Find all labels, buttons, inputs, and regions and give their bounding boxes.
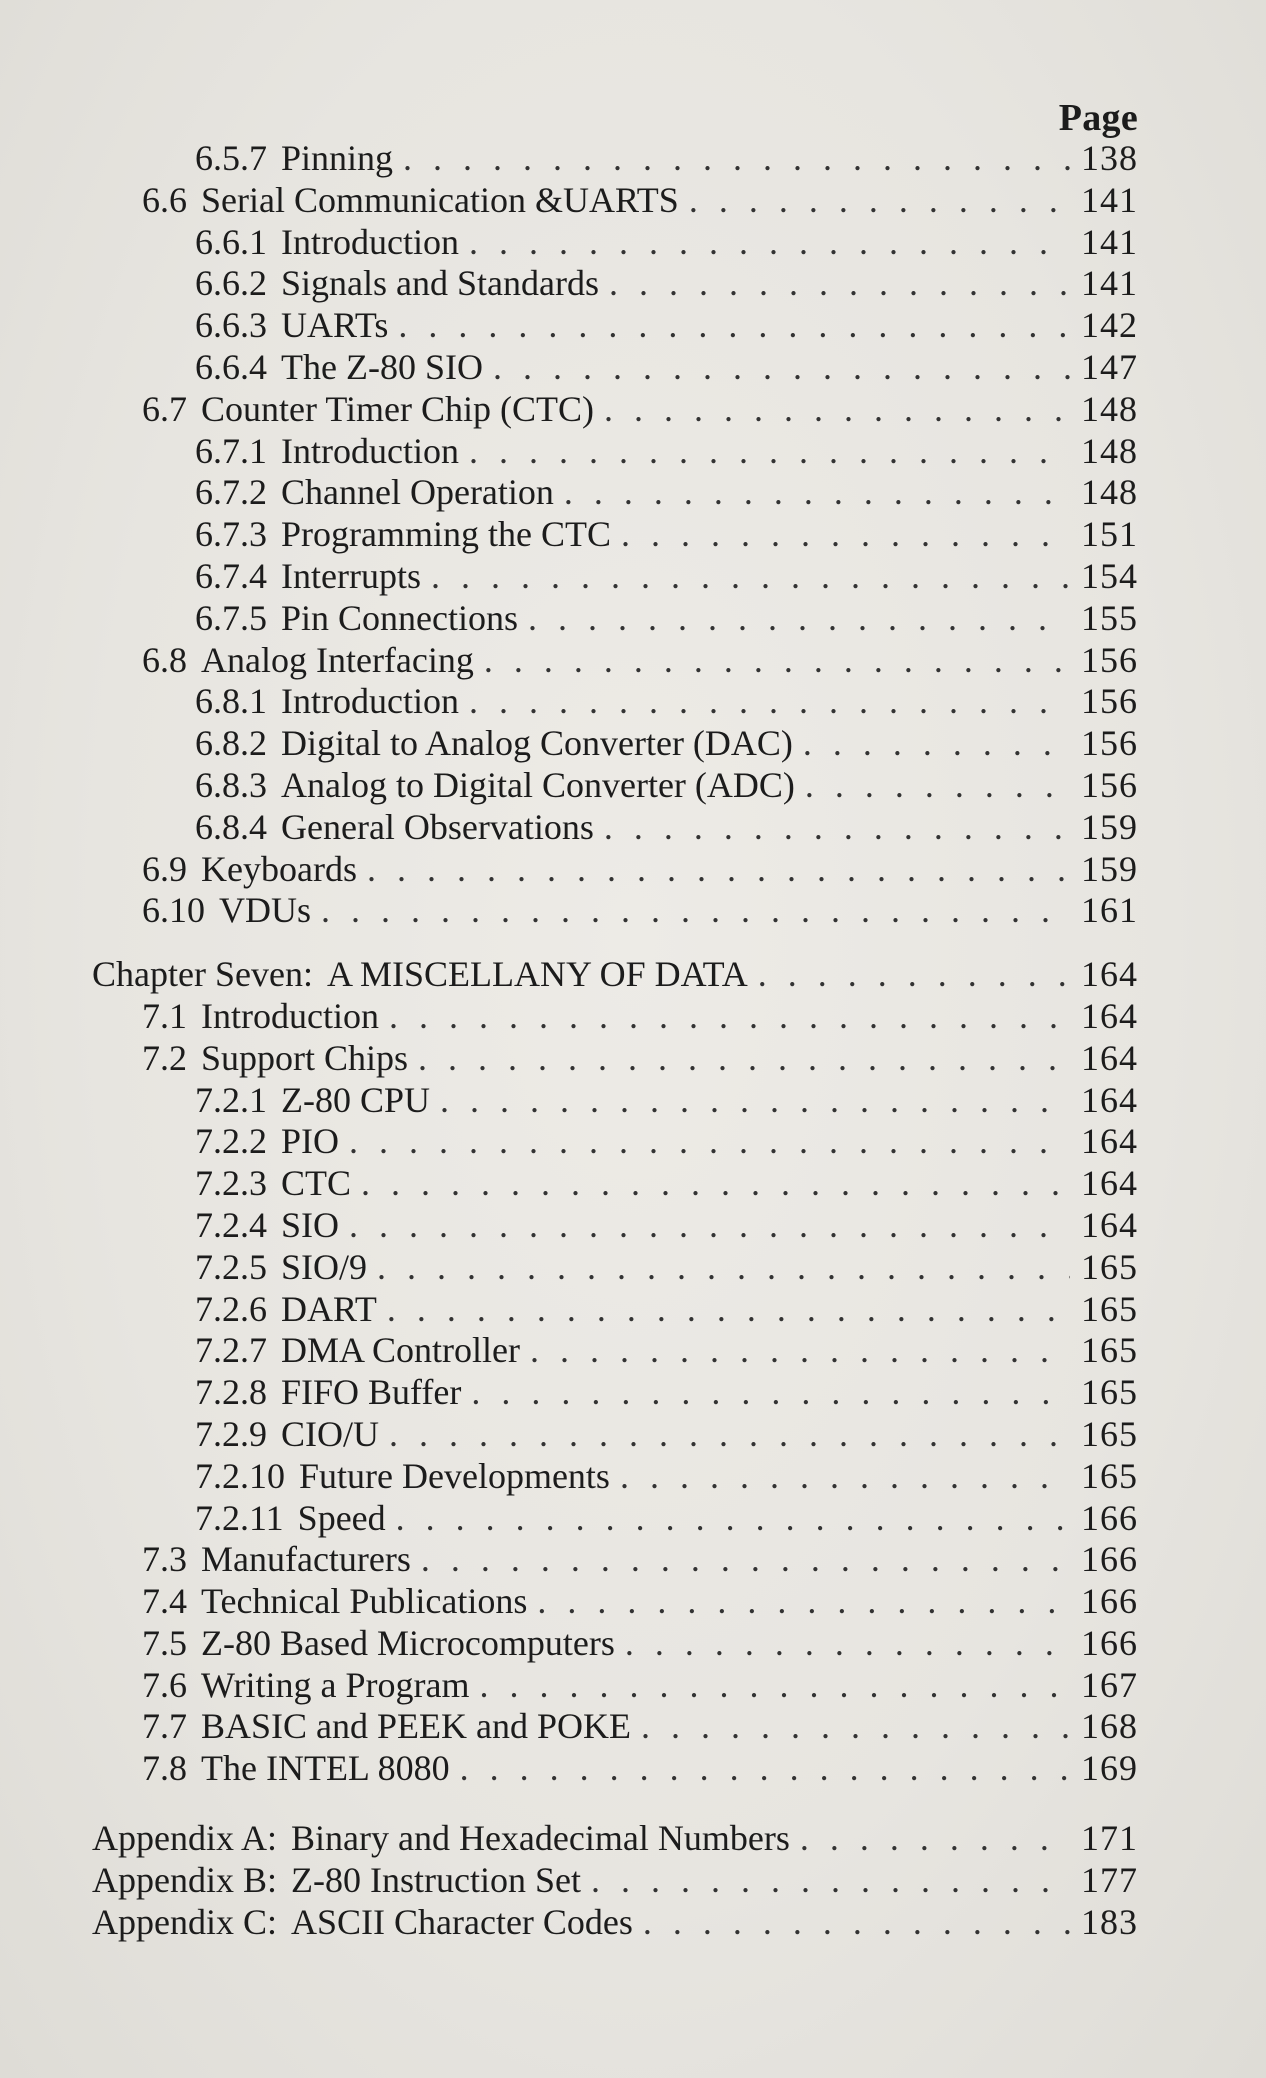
toc-entry-page-number: 161 — [1081, 890, 1138, 931]
page-column-heading: Page — [1058, 97, 1138, 139]
dot-leader — [431, 556, 1070, 598]
dot-leader — [609, 263, 1070, 305]
toc-entry-title: Interrupts — [281, 555, 421, 596]
toc-entry — [92, 1163, 1138, 1205]
toc-entry — [92, 1860, 1138, 1902]
toc-entry-title: ASCII Character Codes — [291, 1901, 633, 1942]
toc-entry-title: FIFO Buffer — [281, 1372, 462, 1413]
dot-leader — [471, 1372, 1070, 1414]
toc-entry-title: Digital to Analog Converter (DAC) — [281, 723, 793, 764]
toc-entry-title: Z-80 Based Microcomputers — [201, 1622, 615, 1663]
toc-entry-title: Channel Operation — [281, 472, 554, 513]
toc-entry-page-number: 155 — [1081, 597, 1138, 638]
toc-entry-page-number: 156 — [1081, 764, 1138, 805]
toc-entry-title: CTC — [281, 1163, 352, 1204]
toc-entry-number: 6.6.1 — [195, 221, 267, 262]
toc-entry — [92, 849, 1138, 891]
toc-entry-title: Serial Communication &UARTS — [201, 179, 679, 220]
toc-entry-page-number: 141 — [1081, 221, 1138, 262]
dot-leader — [367, 849, 1070, 891]
table-of-contents — [92, 98, 1138, 1943]
toc-entry-page-number: 166 — [1081, 1581, 1138, 1622]
toc-entry-number: 7.4 — [142, 1581, 187, 1622]
toc-entry-list — [92, 138, 1138, 1943]
toc-entry-number: 7.3 — [142, 1539, 187, 1580]
toc-entry — [92, 1247, 1138, 1289]
toc-entry-number: 7.1 — [142, 995, 187, 1036]
toc-entry-page-number: 164 — [1081, 995, 1138, 1036]
toc-entry-page-number: 164 — [1081, 1204, 1138, 1245]
toc-entry-title: Introduction — [201, 995, 379, 1036]
toc-entry — [92, 1456, 1138, 1498]
toc-entry-page-number: 165 — [1081, 1330, 1138, 1371]
toc-entry-page-number: 159 — [1081, 806, 1138, 847]
toc-entry-title: Analog Interfacing — [201, 639, 474, 680]
dot-leader — [689, 180, 1070, 222]
dot-leader — [564, 472, 1070, 514]
dot-leader — [803, 723, 1070, 765]
toc-entry-number: 7.2 — [142, 1037, 187, 1078]
toc-entry — [92, 996, 1138, 1038]
toc-entry-number: 6.7.1 — [195, 430, 267, 471]
toc-entry-number: 6.6 — [142, 179, 187, 220]
toc-entry-number: 6.6.3 — [195, 305, 267, 346]
toc-entry-number: 7.6 — [142, 1664, 187, 1705]
toc-entry-number: Appendix A: — [92, 1818, 277, 1859]
toc-entry — [92, 1038, 1138, 1080]
toc-entry-number: 6.7.4 — [195, 555, 267, 596]
toc-entry-title: Pinning — [281, 138, 394, 178]
toc-entry — [92, 807, 1138, 849]
toc-entry-title: Introduction — [281, 430, 459, 471]
toc-entry — [92, 1498, 1138, 1540]
toc-entry-number: 7.2.5 — [195, 1246, 267, 1287]
toc-entry-page-number: 169 — [1081, 1748, 1138, 1789]
toc-entry-title: Analog to Digital Converter (ADC) — [281, 764, 795, 805]
toc-entry-page-number: 183 — [1081, 1901, 1138, 1942]
toc-entry-page-number: 148 — [1081, 430, 1138, 471]
toc-entry-number: 6.7.5 — [195, 597, 267, 638]
toc-entry-page-number: 177 — [1081, 1859, 1138, 1900]
toc-entry-title: Signals and Standards — [281, 263, 599, 304]
toc-entry-title: General Observations — [281, 806, 594, 847]
toc-entry-page-number: 147 — [1081, 346, 1138, 387]
dot-leader — [387, 1289, 1070, 1331]
toc-entry-page-number: 165 — [1081, 1288, 1138, 1329]
toc-entry-page-number: 141 — [1081, 263, 1138, 304]
toc-entry-title: DART — [281, 1288, 377, 1329]
toc-entry-page-number: 165 — [1081, 1372, 1138, 1413]
toc-entry-number: 7.2.2 — [195, 1121, 267, 1162]
toc-entry-title: Binary and Hexadecimal Numbers — [291, 1818, 790, 1859]
toc-entry-title: The INTEL 8080 — [201, 1748, 450, 1789]
toc-entry-page-number: 142 — [1081, 305, 1138, 346]
toc-entry — [92, 472, 1138, 514]
toc-entry-number: 7.5 — [142, 1622, 187, 1663]
toc-entry-title: Pin Connections — [281, 597, 519, 638]
dot-leader — [403, 138, 1070, 180]
toc-entry-title: CIO/U — [281, 1413, 379, 1454]
toc-entry-title: Z-80 CPU — [281, 1079, 431, 1120]
dot-leader — [469, 431, 1070, 473]
toc-entry-title: VDUs — [219, 890, 312, 931]
dot-leader — [460, 1748, 1070, 1790]
toc-entry-number: 7.2.7 — [195, 1330, 267, 1371]
toc-entry-page-number: 168 — [1081, 1706, 1138, 1747]
toc-entry — [92, 1539, 1138, 1581]
toc-entry-page-number: 154 — [1081, 555, 1138, 596]
toc-entry-number: 7.2.3 — [195, 1163, 267, 1204]
toc-entry — [92, 347, 1138, 389]
toc-entry — [92, 1414, 1138, 1456]
dot-leader — [530, 1330, 1070, 1372]
dot-leader — [440, 1080, 1070, 1122]
toc-entry-title: PIO — [281, 1121, 340, 1162]
toc-entry-page-number: 165 — [1081, 1413, 1138, 1454]
toc-entry-title: The Z-80 SIO — [281, 346, 483, 387]
toc-entry — [92, 765, 1138, 807]
toc-entry-page-number: 166 — [1081, 1539, 1138, 1580]
toc-entry-title: Counter Timer Chip (CTC) — [201, 388, 595, 429]
dot-leader — [389, 996, 1070, 1038]
toc-entry-number: 7.2.9 — [195, 1413, 267, 1454]
toc-entry — [92, 556, 1138, 598]
dot-leader — [469, 222, 1070, 264]
toc-entry-title: DMA Controller — [281, 1330, 520, 1371]
toc-entry — [92, 640, 1138, 682]
dot-leader — [396, 1498, 1070, 1540]
dot-leader — [625, 1623, 1070, 1665]
toc-entry-number: 6.8.1 — [195, 681, 267, 722]
toc-entry-page-number: 141 — [1081, 179, 1138, 220]
toc-entry-page-number: 165 — [1081, 1455, 1138, 1496]
toc-entry — [92, 1330, 1138, 1372]
toc-entry — [92, 1818, 1138, 1860]
toc-entry-number: 7.7 — [142, 1706, 187, 1747]
toc-entry-number: 6.9 — [142, 848, 187, 889]
toc-entry-page-number: 156 — [1081, 723, 1138, 764]
toc-entry-title: Support Chips — [201, 1037, 409, 1078]
dot-leader — [480, 1665, 1071, 1707]
toc-entry-page-number: 164 — [1081, 1037, 1138, 1078]
dot-leader — [641, 1706, 1070, 1748]
toc-entry — [92, 1665, 1138, 1707]
dot-leader — [528, 598, 1070, 640]
dot-leader — [758, 954, 1070, 996]
toc-entry-page-number: 171 — [1081, 1818, 1138, 1859]
toc-entry-page-number: 165 — [1081, 1246, 1138, 1287]
toc-entry — [92, 389, 1138, 431]
toc-entry-number: 6.10 — [142, 890, 205, 931]
toc-entry-title: Programming the CTC — [281, 514, 611, 555]
toc-entry — [92, 1289, 1138, 1331]
toc-entry-title: Speed — [297, 1497, 386, 1538]
toc-entry — [92, 1372, 1138, 1414]
toc-entry-title: Manufacturers — [201, 1539, 411, 1580]
toc-entry-page-number: 138 — [1081, 138, 1138, 178]
toc-entry-page-number: 164 — [1081, 1079, 1138, 1120]
toc-entry-number: 7.2.10 — [195, 1455, 285, 1496]
toc-entry-title: A MISCELLANY OF DATA — [326, 954, 748, 995]
toc-entry-title: Introduction — [281, 221, 459, 262]
toc-entry-number: Appendix C: — [92, 1901, 277, 1942]
toc-entry-number: 6.6.4 — [195, 346, 267, 387]
toc-entry-title: Writing a Program — [201, 1664, 470, 1705]
toc-entry — [92, 180, 1138, 222]
toc-entry — [92, 681, 1138, 723]
toc-entry-page-number: 151 — [1081, 514, 1138, 555]
dot-leader — [389, 1414, 1070, 1456]
dot-leader — [805, 765, 1070, 807]
toc-entry-number: 6.8.2 — [195, 723, 267, 764]
toc-entry — [92, 431, 1138, 473]
dot-leader — [349, 1205, 1070, 1247]
dot-leader — [469, 681, 1070, 723]
dot-leader — [643, 1902, 1070, 1944]
toc-entry-number: 6.7 — [142, 388, 187, 429]
toc-entry-number: 7.2.4 — [195, 1204, 267, 1245]
toc-entry-page-number: 148 — [1081, 388, 1138, 429]
toc-entry — [92, 954, 1138, 996]
toc-entry — [92, 514, 1138, 556]
toc-entry-page-number: 164 — [1081, 1121, 1138, 1162]
dot-leader — [421, 1539, 1070, 1581]
toc-entry-number: Appendix B: — [92, 1859, 277, 1900]
dot-leader — [484, 640, 1070, 682]
dot-leader — [621, 514, 1070, 556]
toc-entry-page-number: 166 — [1081, 1622, 1138, 1663]
toc-entry-number: 6.7.3 — [195, 514, 267, 555]
toc-entry-page-number: 148 — [1081, 472, 1138, 513]
toc-entry-page-number: 166 — [1081, 1497, 1138, 1538]
toc-entry-number: 6.8.4 — [195, 806, 267, 847]
toc-entry-number: 7.2.6 — [195, 1288, 267, 1329]
toc-entry-number: 6.5.7 — [195, 138, 267, 178]
dot-leader — [349, 1121, 1070, 1163]
toc-entry-number: 7.2.1 — [195, 1079, 267, 1120]
toc-entry-page-number: 167 — [1081, 1664, 1138, 1705]
toc-entry — [92, 1121, 1138, 1163]
toc-entry-title: SIO — [281, 1204, 340, 1245]
toc-entry-page-number: 159 — [1081, 848, 1138, 889]
toc-entry-page-number: 156 — [1081, 639, 1138, 680]
dot-leader — [418, 1038, 1070, 1080]
dot-leader — [537, 1581, 1070, 1623]
toc-entry-number: 7.2.8 — [195, 1372, 267, 1413]
toc-entry — [92, 598, 1138, 640]
toc-entry-page-number: 164 — [1081, 954, 1138, 995]
dot-leader — [604, 389, 1070, 431]
dot-leader — [398, 305, 1070, 347]
toc-entry-number: Chapter Seven: — [92, 954, 313, 995]
toc-entry-title: Technical Publications — [201, 1581, 528, 1622]
toc-entry — [92, 1581, 1138, 1623]
toc-entry-title: Keyboards — [201, 848, 357, 889]
toc-entry — [92, 890, 1138, 932]
dot-leader — [604, 807, 1070, 849]
toc-entry-title: BASIC and PEEK and POKE — [201, 1706, 631, 1747]
toc-entry — [92, 138, 1138, 180]
toc-entry-number: 6.8.3 — [195, 764, 267, 805]
dot-leader — [321, 890, 1070, 932]
toc-entry-title: SIO/9 — [281, 1246, 368, 1287]
toc-entry — [92, 1623, 1138, 1665]
toc-entry-number: 6.7.2 — [195, 472, 267, 513]
toc-entry-title: Z-80 Instruction Set — [291, 1859, 581, 1900]
toc-entry-number: 6.6.2 — [195, 263, 267, 304]
toc-entry — [92, 723, 1138, 765]
toc-entry-page-number: 156 — [1081, 681, 1138, 722]
dot-leader — [361, 1163, 1070, 1205]
toc-entry-title: Future Developments — [299, 1455, 610, 1496]
toc-entry — [92, 1902, 1138, 1944]
toc-entry — [92, 1205, 1138, 1247]
toc-entry — [92, 222, 1138, 264]
dot-leader — [800, 1818, 1070, 1860]
dot-leader — [620, 1456, 1070, 1498]
toc-entry — [92, 1706, 1138, 1748]
toc-entry-number: 7.2.11 — [195, 1497, 284, 1538]
toc-entry-title: Introduction — [281, 681, 459, 722]
dot-leader — [493, 347, 1070, 389]
dot-leader — [377, 1247, 1070, 1289]
toc-entry-number: 6.8 — [142, 639, 187, 680]
toc-entry-page-number: 164 — [1081, 1163, 1138, 1204]
dot-leader — [591, 1860, 1070, 1902]
toc-entry — [92, 1080, 1138, 1122]
toc-entry-number: 7.8 — [142, 1748, 187, 1789]
toc-entry — [92, 305, 1138, 347]
toc-entry-title: UARTs — [281, 305, 389, 346]
toc-entry — [92, 263, 1138, 305]
toc-entry — [92, 1748, 1138, 1790]
